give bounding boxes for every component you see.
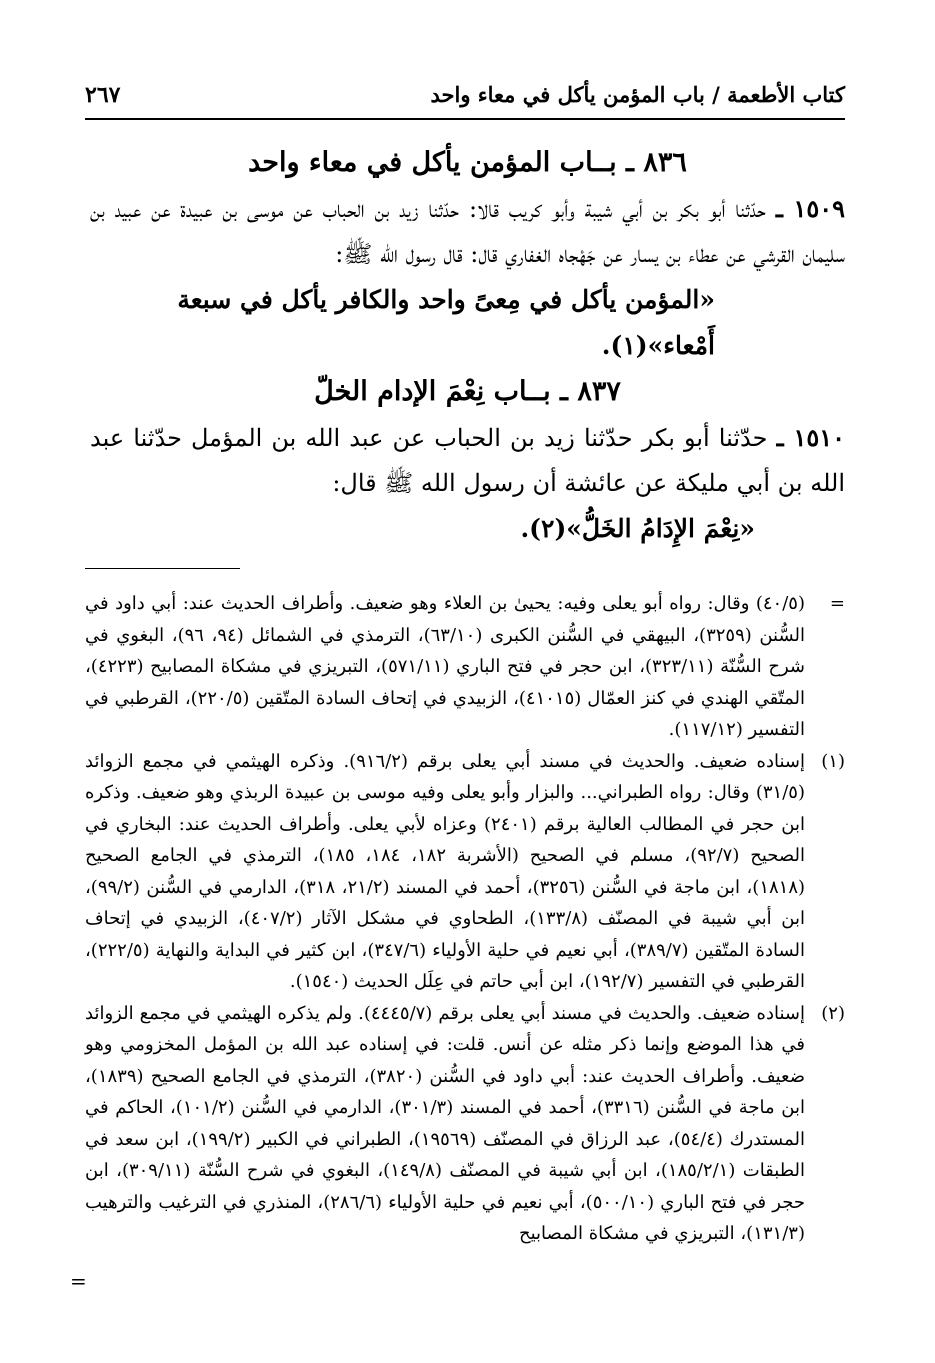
hadith-isnad: حدّثنا أبو بكر حدّثنا زيد بن الحباب عن عبد الله بن المؤمل حدّثنا عبد الله بن أبي مليكة عن عائشة أن رسول الله ﷺ قال: (90, 424, 845, 497)
page-number: ٢٦٧ (85, 82, 121, 108)
footnote-mark: = (829, 593, 845, 614)
footnote-mark: (٢) (821, 1002, 845, 1024)
hadith-paragraph (90, 186, 845, 277)
page-header (85, 80, 845, 120)
hadith-matn: «نِعْمَ الإِدَامُ الخَلُّ»(٢). (520, 514, 755, 543)
chapter-title: ٨٣٦ ـ بــاب المؤمن يأكل في معاء واحد (248, 147, 687, 178)
hadith-number: ١٥١٠ ـ (776, 423, 845, 452)
hadith-paragraph (90, 415, 845, 506)
footnote (85, 998, 845, 1250)
footnote-text: إسناده ضعيف. والحديث في مسند أبي يعلى برقم (٩١٦/٢). وذكره الهيثمي في مجمع الزوائد (٣١/٥) وقال: رواه الطبراني... والبزار وأبو يعلى وفيه موسى بن عبيدة الربذي وهو ضعيف. وذكره ابن حجر في المطالب العالية برقم (٢٤٠١) وعزاه لأبي يعلى. وأطراف الحديث عند: البخاري في الصحيح (٩٢/٧)، مسلم في الصحيح (الأشربة ١٨٢، ١٨٤، ١٨٥)، الترمذي في الجامع الصحيح (١٨١٨)، ابن ماجة في السُّنن (٣٢٥٦)، أحمد في المسند (٢١/٢، ٣١٨)، الدارمي في السُّنن (٩٩/٢)، ابن أبي شيبة في المصنّف (١٣٣/٨)، الطحاوي في مشكل الآثار (٤٠٧/٢)، الزبيدي في إتحاف السادة المتّقين (٣٨٩/٧)، أبي نعيم في حلية الأولياء (٣٤٧/٦)، ابن كثير في البداية والنهاية (٢٢٢/٥)، القرطبي في التفسير (١٩٢/٧)، ابن أبي حاتم في عِلَل الحديث (١٥٤٠). (85, 750, 806, 992)
hadith-matn: «المؤمن يأكل في مِعىً واحد والكافر يأكل في سبعة أَمْعاء»(١). (177, 285, 715, 360)
main-text (90, 140, 845, 552)
hadith-isnad: حدّثنا أبو بكر بن أبي شيبة وأبو كريب قالا: حدّثنا زيد بن الحباب عن موسى بن عبيدة عن عبيد بن سليمان القرشي عن عطاء بن يسار عن جَهْجاه الغفاري قال: قال رسول الله ﷺ: (90, 195, 845, 268)
continuation-mark: = (70, 1269, 87, 1293)
footnote-text: إسناده ضعيف. والحديث في مسند أبي يعلى برقم (٤٤٤٥/٧). ولم يذكره الهيثمي في مجمع الزوائد في هذا الموضع وإنما ذكر مثله عن أنس. قلت: في إسناده عبد الله بن المؤمل المخزومي وهو ضعيف. وأطراف الحديث عند: أبي داود في السُّنن (٣٨٢٠)، الترمذي في الجامع الصحيح (١٨٣٩)، ابن ماجة في السُّنن (٣٣١٦)، أحمد في المسند (٣٠١/٣)، الدارمي في السُّنن (١٠١/٢)، الحاكم في المستدرك (٥٤/٤)، عبد الرزاق في المصنّف (١٩٥٦٩)، الطبراني في الكبير (١٩٩/٢)، ابن سعد في الطبقات (١٨٥/٢/١)، ابن أبي شيبة في المصنّف (١٤٩/٨)، البغوي في شرح السُّنّة (٣٠٩/١١)، ابن حجر في فتح الباري (٥٠٠/١٠)، أبي نعيم في حلية الأولياء (٢٨٦/٦)، المنذري في الترغيب والترهيب (١٣١/٣)، التبريزي في مشكاة المصابيح (85, 1002, 806, 1244)
footnote-separator (85, 568, 240, 569)
hadith-number: ١٥٠٩ ـ (775, 194, 846, 223)
footnote-mark: (١) (821, 750, 845, 772)
footnote-text: (٤٠/٥) وقال: رواه أبو يعلى وفيه: يحيىٰ بن العلاء وهو ضعيف. وأطراف الحديث عند: أبي داود في السُّنن (٣٢٥٩)، البيهقي في السُّنن الكبرى (٦٣/١٠)، الترمذي في الشمائل (٩٤، ٩٦)، البغوي في شرح السُّنّة (٣٢٣/١١)، ابن حجر في فتح الباري (٥٧١/١١)، التبريزي في مشكاة المصابيح (٤٢٢٣)، المتّقي الهندي في كنز العمّال (٤١٠١٥)، الزبيدي في إتحاف السادة المتّقين (٢٢٠/٥)، القرطبي في التفسير (١١٧/١٢). (85, 593, 806, 740)
footnote (85, 746, 845, 998)
footnotes (85, 588, 845, 1250)
running-title: كتاب الأطعمة / باب المؤمن يأكل في معاء واحد (430, 82, 845, 107)
chapter-title: ٨٣٧ ـ بــاب نِعْمَ الإدام الخلّ (314, 376, 621, 407)
footnote (85, 588, 845, 746)
